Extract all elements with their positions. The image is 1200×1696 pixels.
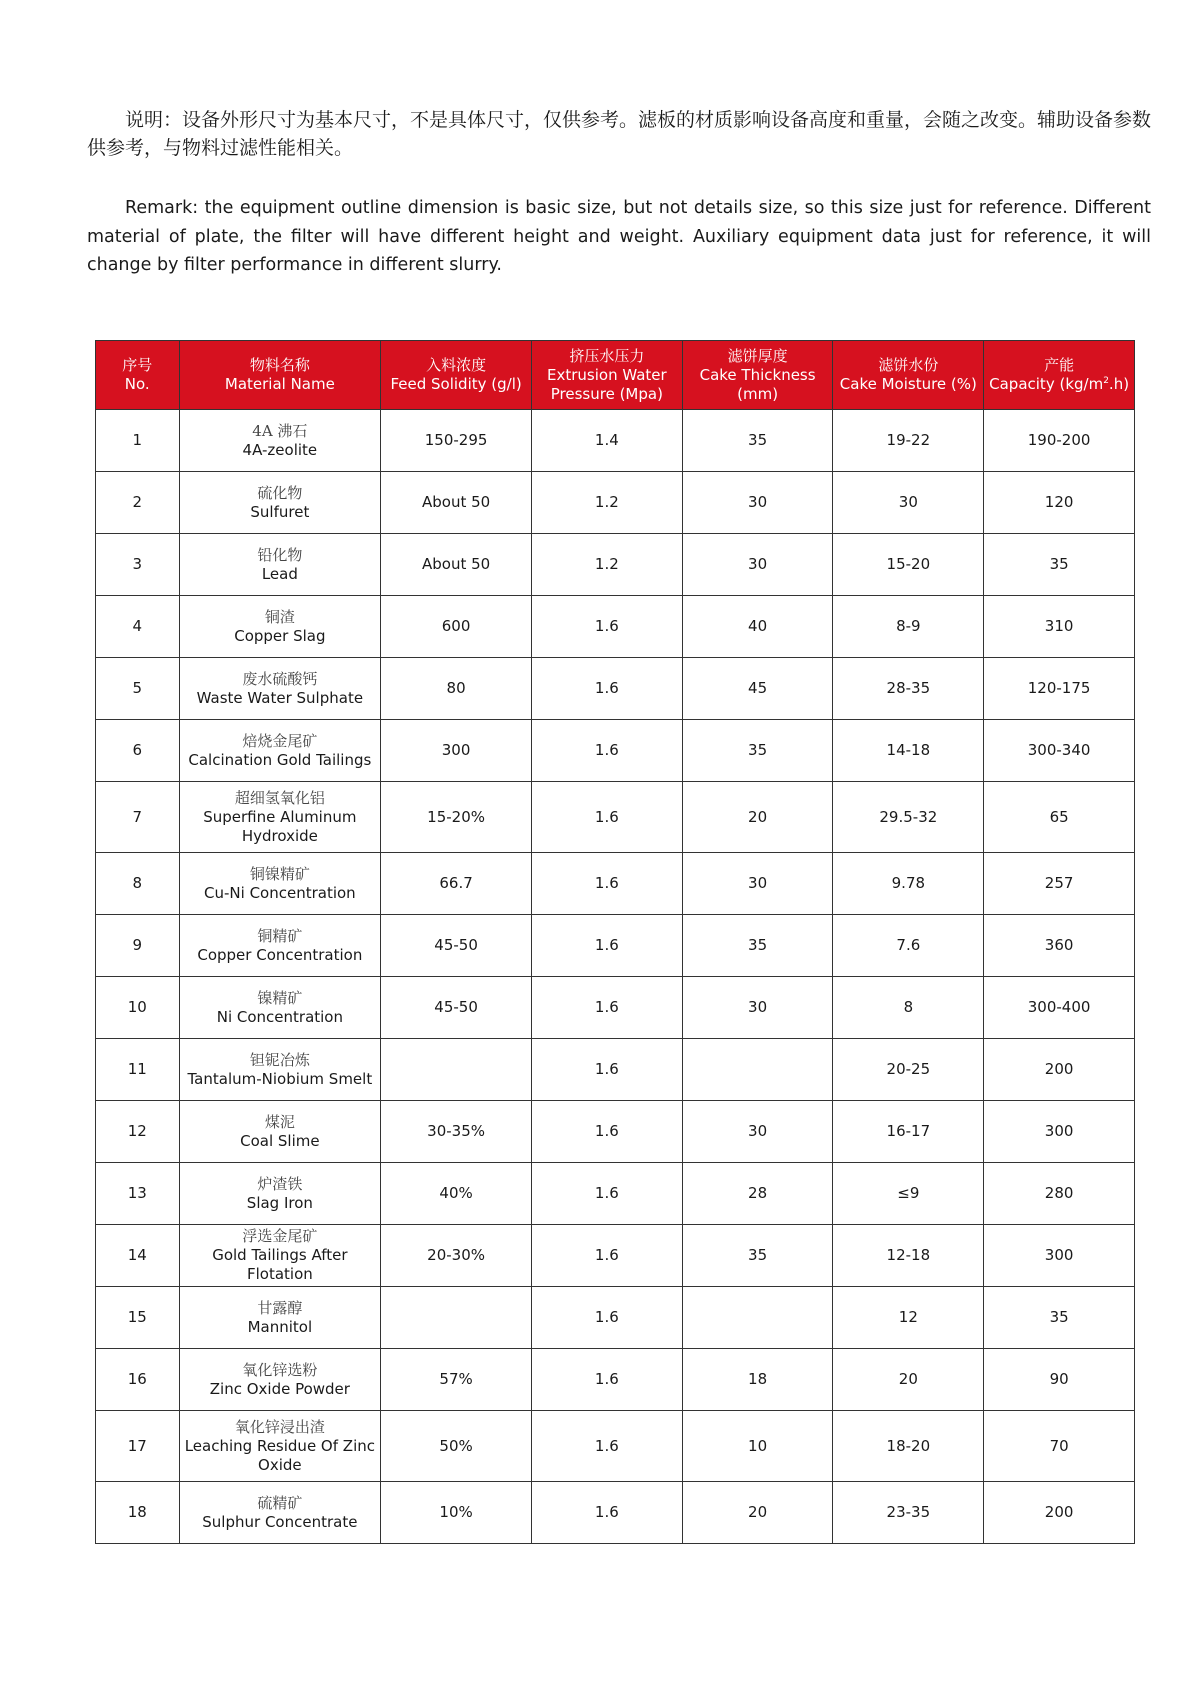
cell-moisture: 9.78 — [833, 853, 984, 915]
cell-no: 12 — [96, 1101, 180, 1163]
cell-material: 废水硫酸钙 Waste Water Sulphate — [179, 658, 381, 720]
cell-capacity: 35 — [984, 534, 1135, 596]
cell-material: 浮选金尾矿 Gold Tailings After Flotation — [179, 1225, 381, 1287]
cell-feed: 50% — [381, 1411, 532, 1482]
cell-thickness: 35 — [682, 720, 833, 782]
cell-no: 16 — [96, 1349, 180, 1411]
cell-pressure: 1.6 — [531, 915, 682, 977]
cell-material: 超细氢氧化铝 Superfine Aluminum Hydroxide — [179, 782, 381, 853]
cell-pressure: 1.6 — [531, 977, 682, 1039]
cell-feed: 20-30% — [381, 1225, 532, 1287]
cell-capacity: 200 — [984, 1039, 1135, 1101]
cell-material: 炉渣铁 Slag Iron — [179, 1163, 381, 1225]
cell-material: 铜精矿 Copper Concentration — [179, 915, 381, 977]
remark-english: Remark: the equipment outline dimension is basic size, but not details size, so this size just for reference. Different material of plate, the filter will have different height and weight. Auxiliary equipment data just for reference, it will change by filter performance in different slurry. — [87, 198, 1151, 275]
cell-pressure: 1.6 — [531, 1411, 682, 1482]
cell-material: 硫精矿 Sulphur Concentrate — [179, 1482, 381, 1544]
header-feed: 入料浓度 Feed Solidity (g/l) — [381, 341, 532, 410]
table-row — [96, 1287, 1135, 1349]
cell-material: 铜渣 Copper Slag — [179, 596, 381, 658]
cell-pressure: 1.6 — [531, 1349, 682, 1411]
cell-capacity: 70 — [984, 1411, 1135, 1482]
cell-feed — [381, 1287, 532, 1349]
table-row — [96, 915, 1135, 977]
cell-feed: 30-35% — [381, 1101, 532, 1163]
cell-thickness: 30 — [682, 853, 833, 915]
header-moisture: 滤饼水份 Cake Moisture (%) — [833, 341, 984, 410]
cell-no: 17 — [96, 1411, 180, 1482]
cell-moisture: 12-18 — [833, 1225, 984, 1287]
cell-thickness: 28 — [682, 1163, 833, 1225]
cell-thickness — [682, 1039, 833, 1101]
cell-capacity: 65 — [984, 782, 1135, 853]
table-row — [96, 410, 1135, 472]
cell-material: 铅化物 Lead — [179, 534, 381, 596]
cell-no: 10 — [96, 977, 180, 1039]
cell-capacity: 360 — [984, 915, 1135, 977]
cell-thickness: 35 — [682, 1225, 833, 1287]
cell-capacity: 300 — [984, 1101, 1135, 1163]
cell-material: 硫化物 Sulfuret — [179, 472, 381, 534]
cell-thickness: 35 — [682, 410, 833, 472]
cell-pressure: 1.6 — [531, 1482, 682, 1544]
table-row — [96, 534, 1135, 596]
cell-moisture: 12 — [833, 1287, 984, 1349]
cell-no: 11 — [96, 1039, 180, 1101]
cell-moisture: 15-20 — [833, 534, 984, 596]
cell-capacity: 200 — [984, 1482, 1135, 1544]
table-row — [96, 1482, 1135, 1544]
cell-pressure: 1.6 — [531, 1163, 682, 1225]
cell-moisture: 29.5-32 — [833, 782, 984, 853]
table-row — [96, 1225, 1135, 1287]
cell-pressure: 1.2 — [531, 534, 682, 596]
cell-no: 15 — [96, 1287, 180, 1349]
header-no: 序号 No. — [96, 341, 180, 410]
cell-feed: 150-295 — [381, 410, 532, 472]
cell-thickness: 30 — [682, 472, 833, 534]
table-row — [96, 658, 1135, 720]
cell-feed: 10% — [381, 1482, 532, 1544]
cell-no: 3 — [96, 534, 180, 596]
cell-thickness: 10 — [682, 1411, 833, 1482]
cell-no: 9 — [96, 915, 180, 977]
cell-feed: 45-50 — [381, 977, 532, 1039]
cell-capacity: 300-400 — [984, 977, 1135, 1039]
cell-capacity: 280 — [984, 1163, 1135, 1225]
cell-pressure: 1.6 — [531, 596, 682, 658]
cell-feed: 300 — [381, 720, 532, 782]
table-row — [96, 1101, 1135, 1163]
cell-thickness: 20 — [682, 782, 833, 853]
cell-feed — [381, 1039, 532, 1101]
cell-capacity: 310 — [984, 596, 1135, 658]
cell-material: 焙烧金尾矿 Calcination Gold Tailings — [179, 720, 381, 782]
cell-pressure: 1.6 — [531, 782, 682, 853]
cell-feed: About 50 — [381, 472, 532, 534]
material-spec-table — [95, 340, 1135, 1544]
cell-thickness: 35 — [682, 915, 833, 977]
cell-pressure: 1.2 — [531, 472, 682, 534]
cell-no: 14 — [96, 1225, 180, 1287]
cell-moisture: 8 — [833, 977, 984, 1039]
cell-material: 煤泥 Coal Slime — [179, 1101, 381, 1163]
cell-feed: 15-20% — [381, 782, 532, 853]
cell-capacity: 35 — [984, 1287, 1135, 1349]
cell-pressure: 1.4 — [531, 410, 682, 472]
cell-capacity: 257 — [984, 853, 1135, 915]
cell-no: 8 — [96, 853, 180, 915]
cell-thickness: 45 — [682, 658, 833, 720]
table-row — [96, 1039, 1135, 1101]
cell-no: 2 — [96, 472, 180, 534]
cell-pressure: 1.6 — [531, 1225, 682, 1287]
cell-feed: 45-50 — [381, 915, 532, 977]
cell-pressure: 1.6 — [531, 720, 682, 782]
table-row — [96, 1411, 1135, 1482]
table-row — [96, 596, 1135, 658]
table-row — [96, 782, 1135, 853]
header-pressure: 挤压水压力 Extrusion Water Pressure (Mpa) — [531, 341, 682, 410]
table-body — [96, 410, 1135, 1544]
cell-moisture: ≤9 — [833, 1163, 984, 1225]
cell-moisture: 8-9 — [833, 596, 984, 658]
cell-pressure: 1.6 — [531, 1039, 682, 1101]
cell-no: 18 — [96, 1482, 180, 1544]
cell-pressure: 1.6 — [531, 1287, 682, 1349]
remark-chinese: 说明：设备外形尺寸为基本尺寸，不是具体尺寸，仅供参考。滤板的材质影响设备高度和重量，会随之改变。辅助设备参数供参考，与物料过滤性能相关。 — [87, 109, 1152, 159]
cell-moisture: 16-17 — [833, 1101, 984, 1163]
cell-no: 13 — [96, 1163, 180, 1225]
cell-feed: About 50 — [381, 534, 532, 596]
table-row — [96, 853, 1135, 915]
cell-moisture: 30 — [833, 472, 984, 534]
cell-pressure: 1.6 — [531, 1101, 682, 1163]
cell-moisture: 18-20 — [833, 1411, 984, 1482]
table-row — [96, 472, 1135, 534]
cell-material: 钽铌冶炼 Tantalum-Niobium Smelt — [179, 1039, 381, 1101]
cell-material: 甘露醇 Mannitol — [179, 1287, 381, 1349]
cell-moisture: 7.6 — [833, 915, 984, 977]
cell-thickness: 30 — [682, 534, 833, 596]
cell-capacity: 120-175 — [984, 658, 1135, 720]
cell-moisture: 20-25 — [833, 1039, 984, 1101]
cell-no: 6 — [96, 720, 180, 782]
table-row — [96, 1163, 1135, 1225]
cell-moisture: 14-18 — [833, 720, 984, 782]
cell-thickness: 20 — [682, 1482, 833, 1544]
cell-no: 7 — [96, 782, 180, 853]
table-row — [96, 977, 1135, 1039]
cell-feed: 80 — [381, 658, 532, 720]
cell-moisture: 23-35 — [833, 1482, 984, 1544]
cell-material: 氧化锌选粉 Zinc Oxide Powder — [179, 1349, 381, 1411]
cell-thickness: 30 — [682, 1101, 833, 1163]
cell-moisture: 20 — [833, 1349, 984, 1411]
cell-thickness — [682, 1287, 833, 1349]
cell-material: 氧化锌浸出渣 Leaching Residue Of Zinc Oxide — [179, 1411, 381, 1482]
cell-material: 4A 沸石 4A-zeolite — [179, 410, 381, 472]
cell-pressure: 1.6 — [531, 658, 682, 720]
cell-feed: 40% — [381, 1163, 532, 1225]
cell-thickness: 40 — [682, 596, 833, 658]
cell-capacity: 190-200 — [984, 410, 1135, 472]
cell-feed: 66.7 — [381, 853, 532, 915]
cell-no: 4 — [96, 596, 180, 658]
header-capacity: 产能 Capacity $(kg/m^2.h)$ — [984, 341, 1135, 410]
cell-moisture: 19-22 — [833, 410, 984, 472]
table-header-row — [96, 341, 1135, 410]
cell-no: 1 — [96, 410, 180, 472]
cell-moisture: 28-35 — [833, 658, 984, 720]
cell-material: 镍精矿 Ni Concentration — [179, 977, 381, 1039]
cell-feed: 57% — [381, 1349, 532, 1411]
table-row — [96, 720, 1135, 782]
cell-no: 5 — [96, 658, 180, 720]
table-row — [96, 1349, 1135, 1411]
cell-capacity: 120 — [984, 472, 1135, 534]
header-thickness: 滤饼厚度 Cake Thickness (mm) — [682, 341, 833, 410]
cell-capacity: 90 — [984, 1349, 1135, 1411]
cell-material: 铜镍精矿 Cu-Ni Concentration — [179, 853, 381, 915]
cell-feed: 600 — [381, 596, 532, 658]
cell-thickness: 18 — [682, 1349, 833, 1411]
cell-capacity: 300-340 — [984, 720, 1135, 782]
cell-thickness: 30 — [682, 977, 833, 1039]
header-material: 物料名称 Material Name — [179, 341, 381, 410]
cell-pressure: 1.6 — [531, 853, 682, 915]
cell-capacity: 300 — [984, 1225, 1135, 1287]
